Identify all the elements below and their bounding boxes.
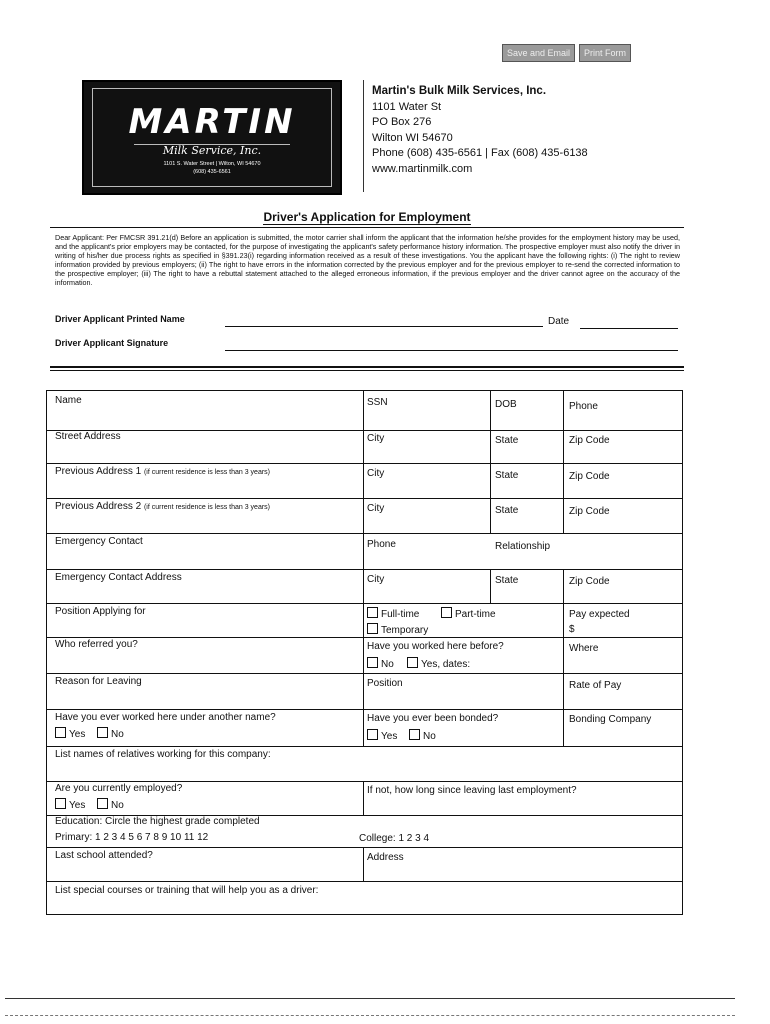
zip-label: Zip Code	[569, 576, 610, 587]
dollar-sign: $	[569, 624, 575, 635]
row-divider	[47, 430, 682, 431]
col-divider	[563, 603, 564, 746]
row-divider	[47, 673, 682, 674]
how-long-label: If not, how long since leaving last employment?	[367, 785, 577, 796]
state-label: State	[495, 575, 519, 586]
state-label: State	[495, 470, 519, 481]
dob-label: DOB	[495, 399, 517, 410]
parttime-checkbox[interactable]	[441, 607, 452, 618]
company-pobox: PO Box 276	[372, 116, 432, 128]
fulltime-checkbox[interactable]	[367, 607, 378, 618]
relatives-label: List names of relatives working for this company:	[55, 749, 271, 760]
temporary-option[interactable]: Temporary	[367, 623, 428, 636]
section-rule-thin	[50, 370, 684, 371]
company-logo	[82, 80, 342, 195]
signature-field[interactable]	[225, 350, 678, 351]
signature-label: Driver Applicant Signature	[55, 338, 169, 348]
college-grades[interactable]: College: 1 2 3 4	[359, 833, 430, 844]
header-divider	[363, 80, 364, 192]
yes-checkbox[interactable]	[407, 657, 418, 668]
company-phone: Phone (608) 435-6561 | Fax (608) 435-6138	[372, 147, 588, 159]
bonded-yes-option[interactable]: Yes	[367, 729, 397, 742]
row-divider	[47, 637, 682, 638]
school-address-label: Address	[367, 852, 404, 863]
primary-grades[interactable]: Primary: 1 2 3 4 5 6 7 8 9 10 11 12	[55, 832, 209, 843]
yes-checkbox[interactable]	[55, 798, 66, 809]
logo-subtitle: Milk Service, Inc.	[162, 144, 262, 157]
reason-leaving-label: Reason for Leaving	[55, 676, 142, 687]
company-website[interactable]: www.martinmilk.com	[372, 162, 473, 175]
save-and-email-button[interactable]: Save and Email	[502, 44, 575, 62]
logo-brand: MARTIN	[128, 102, 296, 142]
col-divider	[490, 569, 491, 603]
rate-of-pay-label: Rate of Pay	[569, 680, 622, 691]
bonded-no-option[interactable]: No	[409, 729, 436, 742]
name-label: Name	[55, 395, 82, 406]
temporary-checkbox[interactable]	[367, 623, 378, 634]
ssn-label: SSN	[367, 397, 388, 408]
street-address-label: Street Address	[55, 431, 121, 442]
prev-address-1-label: Previous Address 1 (if current residence is less than 3 years)	[55, 466, 271, 477]
emergency-contact-label: Emergency Contact	[55, 536, 143, 547]
date-field[interactable]	[580, 328, 678, 329]
company-street: 1101 Water St	[372, 100, 442, 113]
col-divider	[490, 391, 491, 533]
print-form-button[interactable]: Print Form	[579, 44, 631, 62]
currently-employed-label: Are you currently employed?	[55, 783, 183, 794]
relationship-label: Relationship	[495, 541, 551, 552]
fulltime-option[interactable]: Full-time	[367, 607, 419, 620]
emergency-phone-label: Phone	[367, 539, 396, 550]
logo-address: 1101 S. Water Street | Wilton, WI 54670 (608) 435-6561	[163, 161, 261, 175]
company-city: Wilton WI 54670	[372, 131, 453, 144]
city-label: City	[367, 468, 385, 479]
city-label: City	[367, 433, 385, 444]
printed-name-field[interactable]	[225, 326, 543, 327]
yes-checkbox[interactable]	[367, 729, 378, 740]
where-label: Where	[569, 643, 599, 654]
position-held-label: Position	[367, 678, 403, 689]
page-bottom-rule	[5, 998, 735, 999]
row-divider	[47, 463, 682, 464]
col-divider	[363, 391, 364, 746]
worked-before-label: Have you worked here before?	[367, 641, 504, 652]
company-name: Martin's Bulk Milk Services, Inc.	[372, 85, 547, 97]
no-checkbox[interactable]	[367, 657, 378, 668]
row-divider	[47, 709, 682, 710]
city-label: City	[367, 503, 385, 514]
referred-label: Who referred you?	[55, 639, 138, 650]
special-courses-label: List special courses or training that will help you as a driver:	[55, 885, 319, 896]
form-toolbar	[502, 44, 631, 62]
row-divider	[47, 569, 682, 570]
prev-address-2-label: Previous Address 2 (if current residence is less than 3 years)	[55, 501, 271, 512]
position-label: Position Applying for	[55, 606, 146, 617]
emergency-address-label: Emergency Contact Address	[55, 572, 182, 583]
row-divider	[47, 498, 682, 499]
printed-name-label: Driver Applicant Printed Name	[55, 314, 185, 324]
pay-expected-label: Pay expected	[569, 609, 630, 620]
employed-yes-option[interactable]: Yes	[55, 798, 85, 811]
bonded-label: Have you ever been bonded?	[367, 713, 499, 724]
row-divider	[47, 533, 682, 534]
row-divider	[47, 847, 682, 848]
parttime-option[interactable]: Part-time	[441, 607, 496, 620]
col-divider	[363, 781, 364, 815]
worked-before-no-option[interactable]: No	[367, 657, 394, 670]
col-divider	[563, 391, 564, 533]
section-rule	[50, 366, 684, 368]
col-divider	[363, 847, 364, 881]
applicant-notice: Dear Applicant: Per FMCSR 391.21(d) Before an application is submitted, the motor carrier shall inform the applicant that the information he/she provides for the employment history may be used, and the applicant's prior employers may be contacted, for the purpose of investigating the applicant's safety performance history information. The prospective employer must also notify the driver in writing of his/her due process rights as specified in §391.23(i) regarding information received as a result of these investigations. You the applicant have the following rights: (i) The right to review information provided by previous employers; (ii) The right to have errors in the information corrected by the previous employer and for the previous employer to re-send the corrected information to the prospective employer; (iii) The right to have a rebuttal statement attached to the alleged erroneous information, if the previous employer and the driver cannot agree on the accuracy of the information.	[55, 233, 680, 287]
city-label: City	[367, 574, 385, 585]
date-label: Date	[548, 316, 570, 327]
company-info	[372, 84, 588, 177]
page-bottom-dashed-rule	[5, 1015, 735, 1016]
application-form	[46, 390, 683, 915]
page-title: Driver's Application for Employment	[263, 210, 471, 224]
employed-no-option[interactable]: No	[97, 798, 124, 811]
row-divider	[47, 781, 682, 782]
other-name-yes-option[interactable]: Yes	[55, 727, 85, 740]
no-checkbox[interactable]	[97, 798, 108, 809]
zip-label: Zip Code	[569, 506, 610, 517]
bonding-company-label: Bonding Company	[569, 714, 652, 725]
last-school-label: Last school attended?	[55, 850, 153, 861]
title-rule	[50, 227, 684, 228]
col-divider	[563, 569, 564, 603]
no-checkbox[interactable]	[409, 729, 420, 740]
state-label: State	[495, 435, 519, 446]
education-label: Education: Circle the highest grade completed	[55, 816, 260, 827]
other-name-label: Have you ever worked here under another name?	[55, 712, 276, 723]
yes-checkbox[interactable]	[55, 727, 66, 738]
no-checkbox[interactable]	[97, 727, 108, 738]
phone-label: Phone	[569, 401, 598, 412]
other-name-no-option[interactable]: No	[97, 727, 124, 740]
state-label: State	[495, 505, 519, 516]
zip-label: Zip Code	[569, 471, 610, 482]
worked-before-yes-option[interactable]: Yes, dates:	[407, 657, 470, 670]
zip-label: Zip Code	[569, 435, 610, 446]
row-divider	[47, 746, 682, 747]
row-divider	[47, 603, 682, 604]
row-divider	[47, 881, 682, 882]
